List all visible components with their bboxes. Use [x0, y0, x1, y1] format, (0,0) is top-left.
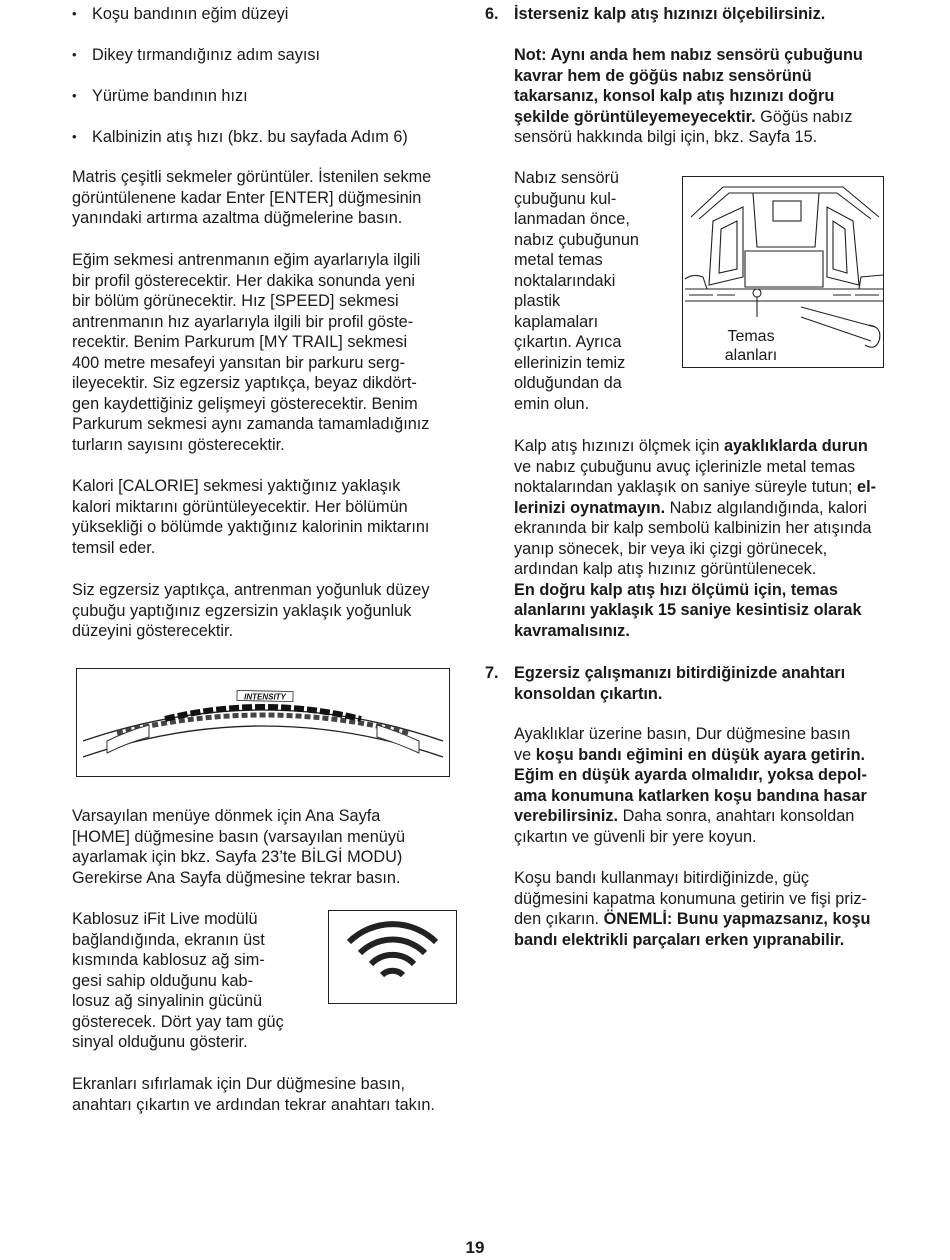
bullet-text: Dikey tırmandığınız adım sayısı [92, 46, 321, 64]
paragraph-calorie-tab: Kalori [CALORIE] sekmesi yaktığınız yaklaşık kalori miktarını görüntüleyecektir. Her bölümün yüksekliği o bölümde yaktığınız kalorinin miktarını temsil eder. [72, 477, 430, 557]
sensor-instructions: Nabız sensörü çubuğunu kul- lanmadan önce, nabız çubuğunun metal temas noktalarındaki plastik kaplamaları çıkartın. Ayrıca ellerinizin temiz olduğundan da emin olun. [514, 169, 639, 413]
step-7-title: Egzersiz çalışmanızı bitirdiğinizde anahtarı konsoldan çıkartın. [514, 664, 846, 703]
intensity-label: INTENSITY [244, 692, 286, 702]
intensity-bar-figure [76, 668, 450, 777]
paragraph-intensity: Siz egzersiz yaptıkça, antrenman yoğunluk düzey çubuğu yaptığınız egzersizin yaklaşık yoğunluk düzeyini gösterecektir. [72, 581, 430, 640]
bullet-icon: • [72, 88, 77, 103]
wifi-icon [329, 911, 456, 1003]
bullet-text: Yürüme bandının hızı [92, 87, 248, 105]
bullet-text: Koşu bandının eğim düzeyi [92, 5, 289, 23]
paragraph-wireless: Kablosuz iFit Live modülü bağlandığında, ekranın üst kısmında kablosuz ağ sim- gesi sahip olduğunu kab- losuz ağ sinyalinin gücünü gösterecek. Dört yay tam güç sinyal olduğunu gösterir. [72, 910, 284, 1051]
intensity-bar-illustration [77, 669, 449, 776]
bullet-icon: • [72, 129, 77, 144]
page-number: 19 [465, 1238, 485, 1257]
paragraph-home: Varsayılan menüye dönmek için Ana Sayfa [HOME] düğmesine basın (varsayılan menüyü ayarlamak için bkz. Sayfa 23’te BİLGİ MODU) Gerekirse Ana Sayfa düğmesine tekrar basın. [72, 807, 406, 887]
heart-rate-instructions: Kalp atış hızınızı ölçmek için ayaklıklarda durun ve nabız çubuğunu avuç içlerinizle metal temas noktalarından yaklaşık on saniye süreyle tutun; el- lerinizi oynatmayın. Nabız algılandığında, kalori ekranında bir kalp sembolü kalbinizin her atışında yanıp sönecek, bir veya iki çizgi görünecek, ardından kalp atış hızınız görüntülenecek. En doğru kalp atış hızı ölçümü için, temas alanlarını yaklaşık 15 saniye kesintisiz olarak kavramalısınız. [514, 437, 877, 640]
step-6-title: İsterseniz kalp atış hızınızı ölçebilirsiniz. [514, 5, 826, 23]
step-6-number: 6. [485, 5, 499, 23]
contact-areas-label: Temas alanları [715, 327, 787, 365]
note-block: Not: Aynı anda hem nabız sensörü çubuğunu kavrar hem de göğüs nabız sensörünü takarsanız, konsol kalp atış hızınızı doğru şekilde görüntüleyemeyecektir. Göğüs nabız sensörü hakkında bilgi için, bkz. Sayfa 15. [514, 45, 898, 148]
note-line-4: şekilde görüntüleyemeyecektir. Göğüs nabız [514, 107, 853, 126]
console-figure [682, 176, 884, 368]
wifi-figure [328, 910, 457, 1004]
bullet-icon: • [72, 47, 77, 62]
paragraph-reset: Ekranları sıfırlamak için Dur düğmesine basın, anahtarı çıkartın ve ardından tekrar anahtarı takın. [72, 1075, 435, 1114]
step-7-body: Ayaklıklar üzerine basın, Dur düğmesine basın ve koşu bandı eğimini en düşük ayara getirin. Eğim en düşük ayarda olmalıdır, yoksa depol- ama konumuna katlarken koşu bandına hasar verebilirsiniz. Daha sonra, anahtarı konsoldan çıkartın ve güvenli bir yere koyun. [514, 725, 867, 846]
paragraph-matrix: Matris çeşitli sekmeler görüntüler. İstenilen sekme görüntülenene kadar Enter [ENTER] düğmesinin yanındaki artırma azaltma düğmelerine basın. [72, 168, 432, 227]
bullet-icon: • [72, 6, 77, 21]
step-7-number: 7. [485, 664, 499, 682]
bullet-text: Kalbinizin atış hızı (bkz. bu sayfada Adım 6) [92, 128, 408, 146]
paragraph-incline-tab: Eğim sekmesi antrenmanın eğim ayarlarıyla ilgili bir profil gösterecektir. Her dakika sonunda yeni bir bölüm görünecektir. Hız [SPEED] sekmesi antrenmanın hız ayarlarıyla ilgili bir profil göste- recektir. Benim Parkurum [MY TRAIL] sekmesi 400 metre mesafeyi yansıtan bir parkuru serg- ileyecektir. Siz egzersiz yaptıkça, beyaz dikdört- gen kaydettiğiniz gelişmeyi gösterecektir. Benim Parkurum sekmesi aynı zamanda tamamladığınız turların sayısını gösterecektir. [72, 251, 430, 454]
power-off-instructions: Koşu bandı kullanmayı bitirdiğinizde, güç düğmesini kapatma konumuna getirin ve fişi priz- den çıkarın. ÖNEMLİ: Bunu yapmazsanız, koşu bandı elektrikli parçaları erken yıpranabilir. [514, 869, 871, 949]
